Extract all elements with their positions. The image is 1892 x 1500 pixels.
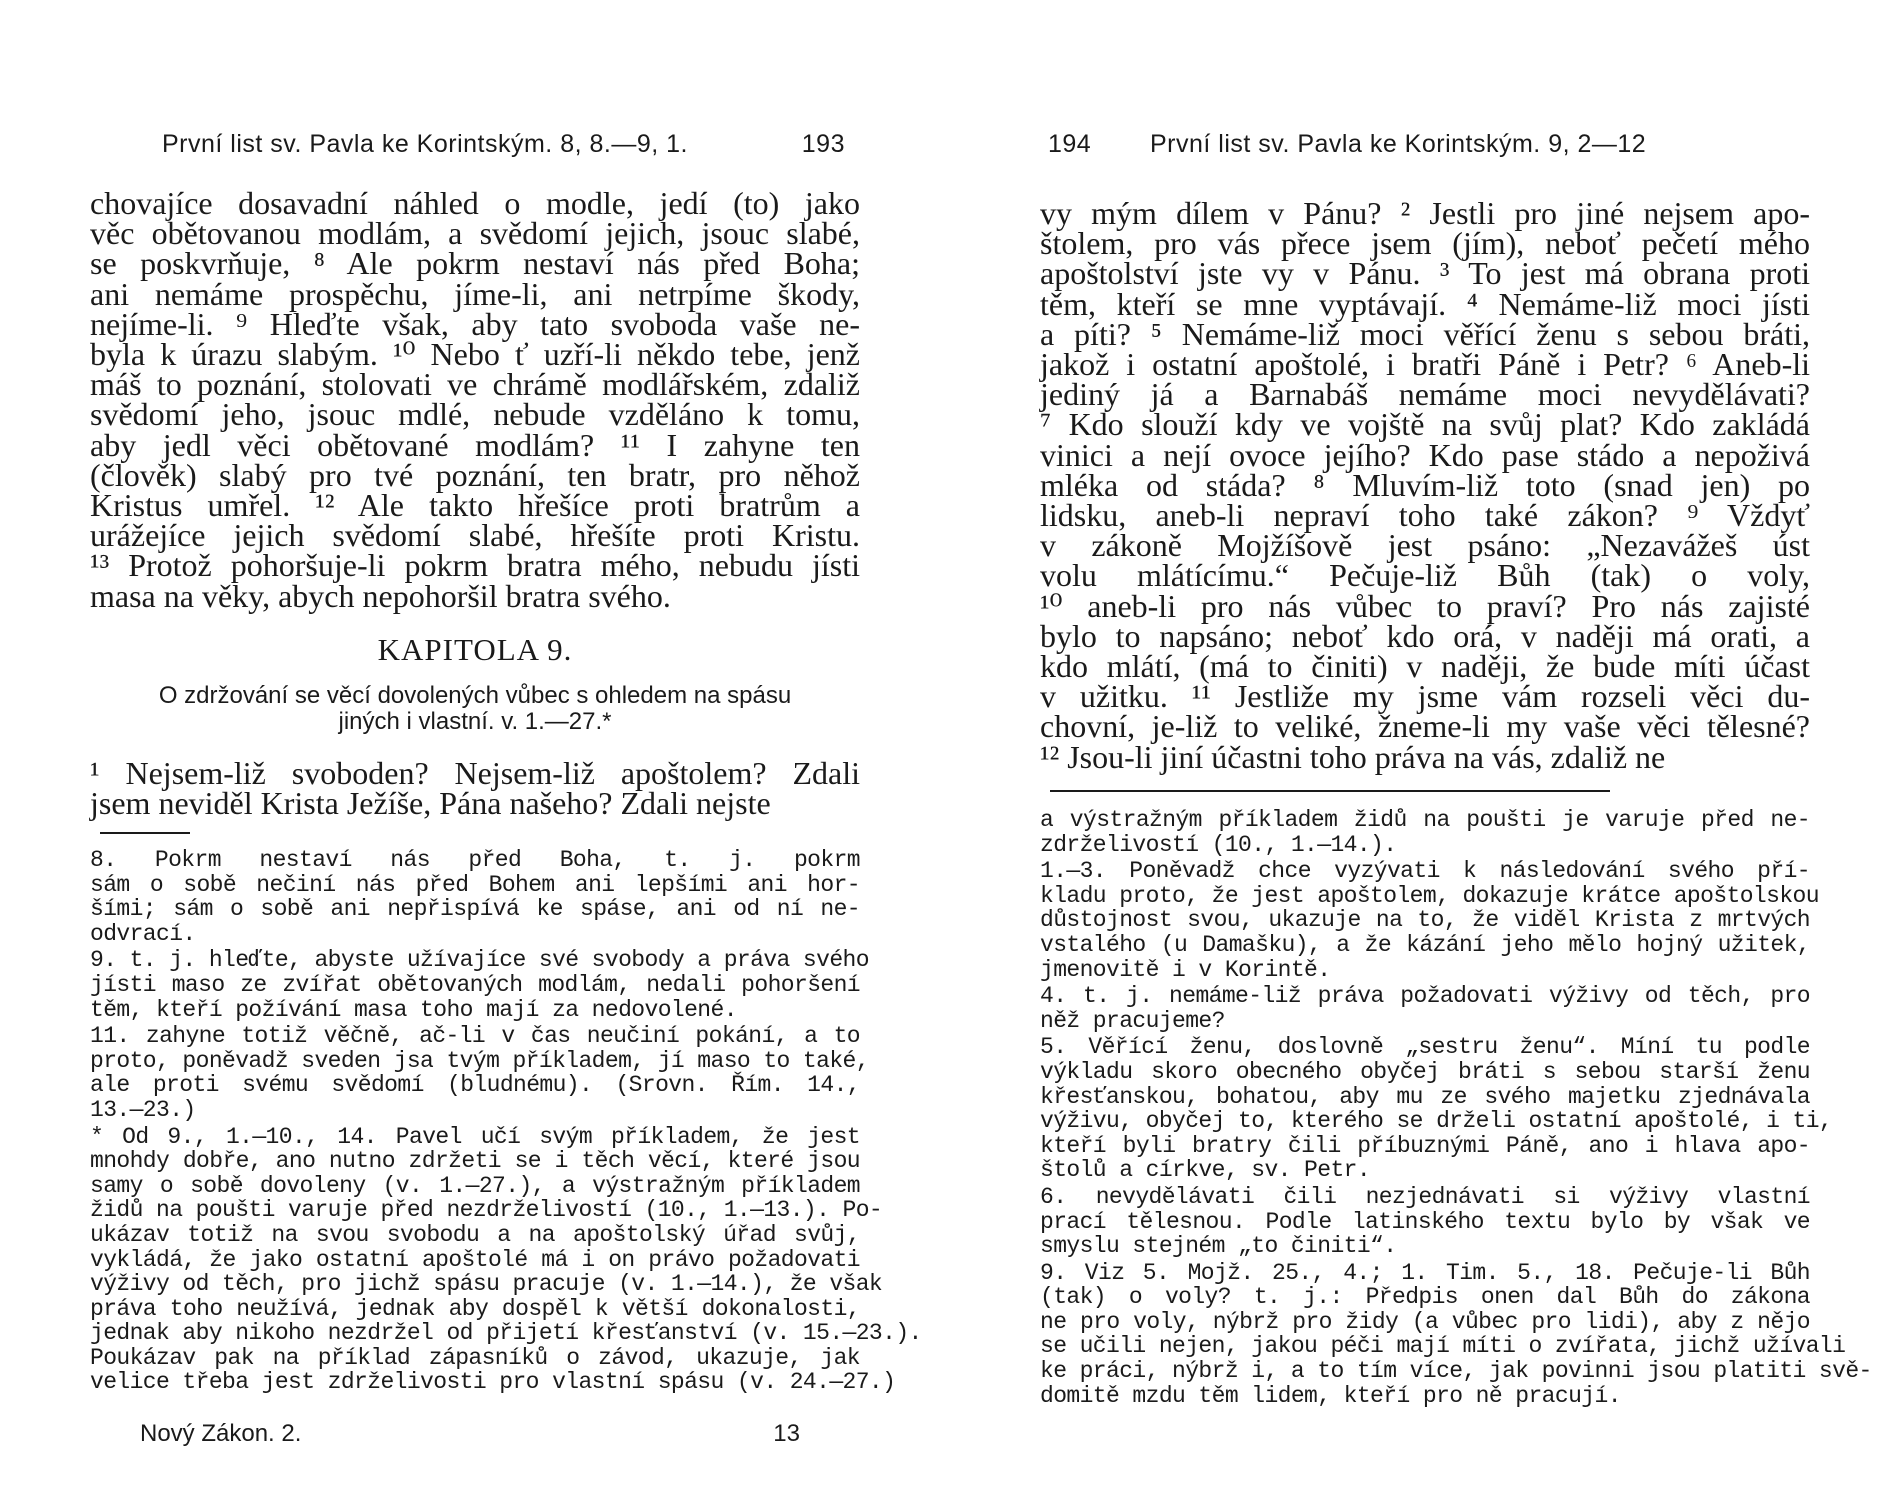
text-line: ⁷ Kdo slouží kdy ve vojště na svůj plat? Kdo zakládá [1040,406,1810,443]
text-line: chovní, je-liž to veliké, žneme-li my vaše věci tělesné? [1040,708,1810,745]
footnote-rule [1050,790,1610,792]
footnote-line: šími; sám o sobě ani nepřispívá ke spáse, ani od ní ne- [90,896,860,923]
footnote-line: kteří byli bratry čili příbuznými Páně, ano i hlava apo- [1040,1132,1810,1159]
text-line: ¹ Nejsem-liž svoboden? Nejsem-liž apoštolem? Zdali [90,755,860,791]
footnotes [90,847,922,1397]
text-line: svědomí jeho, jsouc mdlé, nebude vzděláno k tomu, [90,396,860,433]
text-line: jsem neviděl Krista Ježíše, Pána našeho? Zdali nejste [90,785,771,822]
text-line: ¹³ Protož pohoršuje-li pokrm bratra mého, nebudu jísti [90,547,860,584]
footnote [1040,808,1810,857]
text-line: v užitku. ¹¹ Jestliže my jsme vám rozseli věci du- [1040,678,1810,715]
footnote [90,1023,869,1123]
footnote-line: kladu proto, že jest apoštolem, dokazuje krátce apoštolskou [1040,882,1819,909]
footnote-line: (tak) o voly? t. j.: Předpis onen dal Bůh do zákona [1040,1284,1810,1311]
footnote-line: výživy od těch, pro jichž spásu pracuje (v. 1.—14.), že však [90,1271,883,1298]
text-line: ¹⁰ aneb-li pro nás vůbec to praví? Pro nás zajisté [1040,587,1810,624]
running-title: První list sv. Pavla ke Korintským. 9, 2—12 [1150,130,1647,158]
text-line: bylo to napsáno; neboť kdo orá, v naději má orati, a [1040,617,1810,654]
text-line: volu mlátícímu.“ Pečuje-liž Bůh (tak) o voly, [1040,557,1810,594]
footnote-line: 4. t. j. nemáme-liž práva požadovati výživy od těch, pro [1040,983,1810,1010]
footnote-line: 8. Pokrm nestaví nás před Boha, t. j. pokrm [90,847,860,873]
footnote [1040,858,1819,983]
footnote [90,947,869,1023]
body-text [90,185,860,614]
body-text [1040,195,1810,775]
text-line: mléka od stáda? ⁸ Mluvím-liž toto (snad jen) po [1040,466,1810,503]
text-line: aby jedl věci obětované modlám? ¹¹ I zahyne ten [90,426,860,463]
footnote-line: práva toho neužívá, jednak aby dospěl k větší dokonalosti, [90,1295,860,1322]
footnote-line: prací tělesnou. Podle latinského textu bylo by však ve [1040,1208,1810,1235]
page-number: 194 [1048,130,1092,158]
footnote-line: 5. Věřící ženu, doslovně „sestru ženu“. Míní tu podle [1040,1034,1810,1061]
text-line: ¹² Jsou-li jiní účastni toho práva na vás, zdaliž ne [1040,738,1666,775]
text-line: vy mým dílem v Pánu? ² Jestli pro jiné nejsem apo- [1040,195,1810,231]
footnote-line: 9. Viz 5. Mojž. 25., 4.; 1. Tim. 5., 18. Pečuje-li Bůh [1040,1259,1810,1286]
footnote-line: sám o sobě nečiní nás před Bohem ani lepšími ani hor- [90,871,860,898]
footnote-line: ne pro voly, nýbrž pro židy (a vůbec pro lidi), aby z nějo [1040,1308,1810,1335]
text-line: vinici a nejí ovoce jejího? Kdo pase stádo a nepoživá [1040,436,1810,473]
text-line: jediný já a Barnabáš nemáme moci nevydělávati? [1040,376,1810,413]
footnote-line: ale proti svému svědomí (bludnému). (Srovn. Řím. 14., [90,1072,860,1099]
text-line: ani nemáme prospěchu, jíme-li, ani netrpíme škody, [90,275,860,312]
footnote-line: proto, poněvadž sveden jsa tvým příkladem, jí maso to také, [90,1047,869,1074]
footnote-line: ke práci, nýbrž i, a to tím více, jak povinni jsou platiti svě- [1040,1358,1872,1385]
text-line: v zákoně Mojžíšově jest psáno: „Nezavážeš úst [1040,527,1810,564]
footnote-line: velice třeba jest zdrželivosti pro vlastní spásu (v. 24.—27.) [90,1369,896,1396]
footnote-rule [100,832,190,834]
footnote [1040,1185,1810,1259]
right-page [1040,0,1872,1500]
footnote-line: těm, kteří požívání masa toho mají za nedovolené. [90,996,737,1023]
footnote-line: výkladu skoro obecného obyčej bráti s sebou starší ženu [1040,1058,1810,1085]
text-line: Kristus umřel. ¹² Ale takto hřešíce proti bratrům a [90,487,860,524]
chapter-summary-line: jiných i vlastní. v. 1.—27.* [338,708,612,735]
footnote [90,1123,922,1396]
footnote-line: * Od 9., 1.—10., 14. Pavel učí svým příkladem, že jest [90,1123,860,1150]
text-line: lidsku, aneb-li nepraví toho také zákon? ⁹ Vždyť [1040,497,1810,534]
text-line: se poskvrňuje, ⁸ Ale pokrm nestaví nás před Boha; [90,245,860,282]
text-line: (člověk) slabý pro tvé poznání, ten bratr, pro něhož [90,456,860,493]
footnote [90,848,860,946]
text-line: máš to poznání, stolovati ve chrámě modlářském, zdaliž [90,366,860,403]
footnote-line: důstojnost svou, ukazuje na to, že viděl Krista z mrtvých [1040,907,1810,934]
chapter-text [90,755,860,822]
text-line: urážejíce jejich svědomí slabé, hřešíte proti Kristu. [90,517,860,554]
footnote-line: mnohdy dobře, ano nutno zdržeti se i těch věcí, které jsou [90,1148,860,1175]
chapter-summary [90,683,860,735]
footnote-line: a výstražným příkladem židů na poušti je varuje před ne- [1040,807,1810,833]
text-line: věc obětovanou modlám, a svědomí jejich, jsouc slabé, [90,215,860,252]
text-line: apoštolství jste vy v Pánu. ³ To jest má obrana proti [1040,255,1810,292]
chapter-summary-line: O zdržování se věcí dovolených vůbec s ohledem na spásu [158,682,792,709]
footnote-line: samy o sobě dovoleny (v. 1.—27.), a výstražným příkladem [90,1172,860,1199]
text-line: těm, kteří se mne vyptávají. ⁴ Nemáme-liž moci jísti [1040,285,1810,322]
footnote-line: křesťanskou, bohatou, aby mu ze svého majetku zjednávala [1040,1083,1810,1110]
footnote-line: odvrací. [90,920,196,947]
chapter-heading: KAPITOLA 9. [377,632,573,667]
footnote-line: 13.—23.) [90,1096,196,1123]
text-line: chovajíce dosavadní náhled o modle, jedí (to) jako [90,185,860,221]
footnotes [1040,807,1872,1410]
left-page [90,0,922,1500]
footnote-line: 1.—3. Poněvadž chce vyzývati k následování svého pří- [1040,858,1810,885]
footnote-line: zdrželivostí (10., 1.—14.). [1040,831,1397,858]
running-title: První list sv. Pavla ke Korintským. 8, 8.—9, 1. [162,130,688,158]
footnote [1040,1259,1872,1409]
footnote [1040,984,1810,1033]
text-line: štolem, pro vás přece jsem (jím), neboť pečetí mého [1040,225,1810,262]
text-line: kdo mlátí, (má to činiti) v naději, že bude míti účast [1040,648,1810,685]
footnote-line: něž pracujeme? [1040,1007,1225,1034]
text-line: jakož i ostatní apoštolé, i bratři Páně i Petr? ⁶ Aneb-li [1040,346,1810,383]
text-line: byla k úrazu slabým. ¹⁰ Nebo ť uzří-li někdo tebe, jenž [90,336,860,373]
footnote-line: vykládá, že jako ostatní apoštolé má i on právo požadovati [90,1246,860,1273]
footnote-line: smyslu stejném „to činiti“. [1040,1233,1397,1260]
footnote-line: 6. nevydělávati čili nezjednávati si výživy vlastní [1040,1183,1810,1210]
footnote-line: jmenovitě i v Korintě. [1040,956,1331,983]
signature-mark: Nový Zákon. 2. [140,1420,302,1447]
text-line: a píti? ⁵ Nemáme-liž moci věřící ženu s sebou bráti, [1040,315,1810,352]
signature-number: 13 [773,1420,800,1447]
text-line: masa na věky, abych nepohoršil bratra svého. [90,577,671,614]
text-line: nejíme-li. ⁹ Hleďte však, aby tato svoboda vaše ne- [90,305,860,342]
footnote-line: 11. zahyne totiž věčně, ač-li v čas neučiní pokání, a to [90,1023,860,1050]
footnote-line: výživu, obyčej to, kterého se drželi ostatní apoštolé, i ti, [1040,1108,1833,1135]
footnote-line: vstalého (u Damašku), a že kázání jeho mělo hojný užitek, [1040,931,1810,958]
footnote-line: Poukázav pak na příklad zápasníků o závod, ukazuje, jak [90,1344,860,1371]
footnote [1040,1034,1833,1184]
footnote-line: jednak aby nikoho nezdržel od přijetí křesťanství (v. 15.—23.). [90,1320,922,1347]
footnote-line: jísti maso ze zvířat obětovaných modlám, nedali pohoršení [90,971,860,998]
footnote-line: štolů a církve, sv. Petr. [1040,1157,1371,1184]
footnote-line: domitě mzdu těm lidem, kteří pro ně pracují. [1040,1382,1621,1409]
footnote-line: židů na poušti varuje před nezdrželivostí (10., 1.—13.). Po- [90,1197,883,1224]
footnote-line: se učili nejen, jakou péči mají míti o zvířata, jichž užívali [1040,1333,1846,1360]
footnote-line: ukázav totiž na svou svobodu a na apoštolský úřad svůj, [90,1221,860,1248]
footnote-line: 9. t. j. hleďte, abyste užívajíce své svobody a práva svého [90,947,869,974]
page-number: 193 [801,130,845,158]
